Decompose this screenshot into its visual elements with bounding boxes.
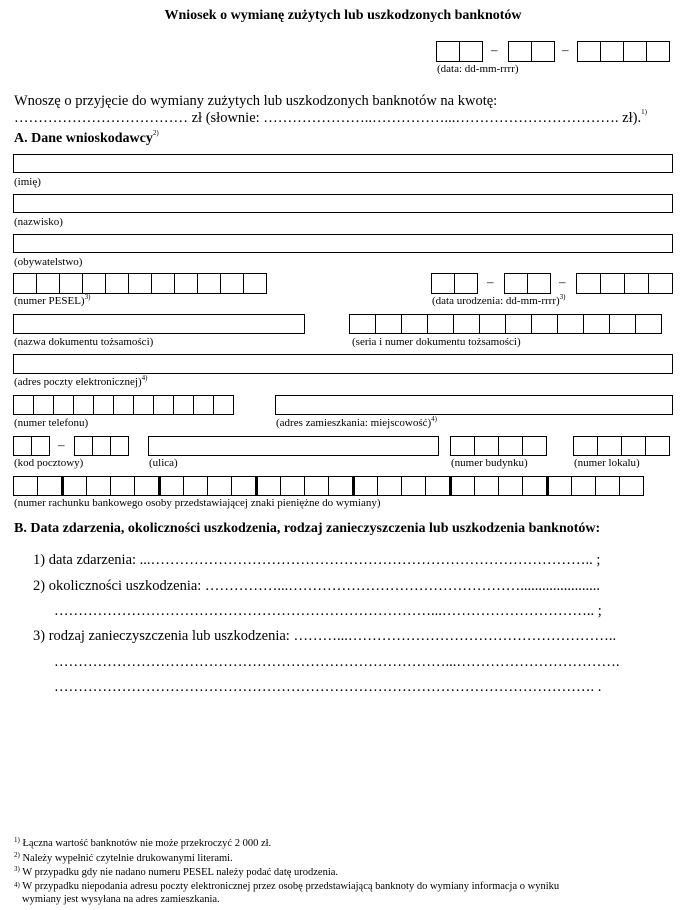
input-cell[interactable] — [459, 41, 483, 62]
apartment-number-label: (numer lokalu) — [574, 457, 640, 469]
input-cell[interactable] — [13, 395, 34, 415]
input-cell[interactable] — [173, 395, 194, 415]
input-cell[interactable] — [425, 476, 450, 496]
input-cell[interactable] — [557, 314, 584, 334]
city-label — [276, 417, 437, 429]
input-cell[interactable] — [474, 436, 499, 456]
input-cell[interactable] — [583, 314, 610, 334]
citizenship-field[interactable] — [13, 234, 673, 253]
birth-date-day[interactable] — [431, 273, 478, 294]
input-cell[interactable] — [153, 395, 174, 415]
input-cell[interactable] — [648, 273, 673, 294]
input-cell[interactable] — [600, 41, 624, 62]
contamination-type-continuation[interactable]: …………………………………………………………………………………………………. . — [54, 679, 602, 695]
footnote-4-continuation: wymiany jest wysyłana na adres zamieszkania. — [22, 894, 220, 905]
input-cell[interactable] — [479, 314, 506, 334]
last-name-label: (nazwisko) — [14, 216, 63, 228]
street-field[interactable] — [148, 436, 439, 456]
input-cell[interactable] — [328, 476, 353, 496]
input-cell[interactable] — [174, 273, 198, 294]
street-label: (ulica) — [149, 457, 178, 469]
input-cell[interactable] — [453, 314, 480, 334]
input-cell[interactable] — [207, 476, 232, 496]
input-cell[interactable] — [522, 436, 547, 456]
input-cell[interactable] — [474, 476, 499, 496]
footnote-marker: 1) — [14, 836, 20, 844]
input-cell[interactable] — [576, 273, 601, 294]
email-label-text: (adres poczty elektronicznej) — [14, 376, 142, 388]
input-cell[interactable] — [183, 476, 208, 496]
footnote-ref: 4) — [431, 415, 437, 423]
section-a-title: A. Dane wnioskodawcy — [14, 131, 153, 146]
input-cell[interactable] — [304, 476, 329, 496]
phone-field[interactable] — [13, 395, 234, 415]
input-cell[interactable] — [82, 273, 106, 294]
top-date-year[interactable] — [577, 41, 670, 62]
birth-date-label-text: (data urodzenia: dd-mm-rrrr) — [432, 295, 560, 307]
input-cell[interactable] — [600, 273, 625, 294]
postal-code-second[interactable] — [74, 436, 129, 456]
input-cell[interactable] — [377, 476, 402, 496]
input-cell[interactable] — [577, 41, 601, 62]
footnote-text: Łączna wartość banknotów nie może przekroczyć 2 000 zł. — [22, 838, 272, 849]
input-cell[interactable] — [597, 436, 622, 456]
input-cell[interactable] — [31, 436, 50, 456]
section-b-heading: B. Data zdarzenia, okoliczności uszkodzenia, rodzaj zanieczyszczenia lub uszkodzenia banknotów: — [14, 521, 601, 536]
input-cell[interactable] — [449, 476, 475, 496]
input-cell[interactable] — [595, 476, 620, 496]
footnote-text: W przypadku niepodania adresu poczty elektronicznej przez osobę przedstawiającą banknoty do wymiany informacja o wyniku — [22, 881, 560, 892]
first-name-label: (imię) — [14, 176, 41, 188]
last-name-field[interactable] — [13, 194, 673, 213]
postal-code-first[interactable] — [13, 436, 50, 456]
damage-circumstances-line[interactable]: 2) okoliczności uszkodzenia: ……………...…………………………………………...................... — [33, 578, 601, 594]
id-document-number-field[interactable] — [349, 314, 662, 334]
top-date-day[interactable] — [436, 41, 483, 62]
footnote-3 — [14, 867, 338, 878]
input-cell[interactable] — [454, 273, 478, 294]
input-cell[interactable] — [349, 314, 376, 334]
input-cell[interactable] — [573, 436, 598, 456]
event-date-line[interactable]: 1) data zdarzenia: ...……………………………………………………………………………….. ; — [33, 552, 601, 568]
input-cell[interactable] — [36, 273, 60, 294]
input-cell[interactable] — [105, 273, 129, 294]
building-number-label: (numer budynku) — [451, 457, 528, 469]
id-document-number-label: (seria i numer dokumentu tożsamości) — [352, 336, 521, 348]
first-name-field[interactable] — [13, 154, 673, 173]
input-cell[interactable] — [134, 476, 159, 496]
input-cell[interactable] — [213, 395, 234, 415]
id-document-name-label: (nazwa dokumentu tożsamości) — [14, 336, 154, 348]
pesel-field[interactable] — [13, 273, 267, 294]
date-separator: – — [559, 274, 566, 289]
input-cell[interactable] — [571, 476, 596, 496]
input-cell[interactable] — [220, 273, 244, 294]
input-cell[interactable] — [623, 41, 647, 62]
input-cell[interactable] — [498, 476, 523, 496]
postal-code-label: (kod pocztowy) — [14, 457, 84, 469]
email-label — [14, 376, 148, 388]
bank-account-field[interactable] — [13, 476, 644, 496]
footnote-ref: 4) — [141, 374, 148, 382]
contamination-type-continuation[interactable]: ………………………………………………………………………...……………………………. — [54, 654, 620, 670]
input-cell[interactable] — [231, 476, 256, 496]
input-cell[interactable] — [193, 395, 214, 415]
input-cell[interactable] — [93, 395, 114, 415]
intro-line-1: Wnoszę o przyjęcie do wymiany zużytych lub uszkodzonych banknotów na kwotę: — [14, 93, 498, 109]
input-cell[interactable] — [110, 436, 129, 456]
input-cell[interactable] — [110, 476, 135, 496]
input-cell[interactable] — [527, 273, 551, 294]
input-cell[interactable] — [13, 436, 32, 456]
input-cell[interactable] — [197, 273, 221, 294]
footnote-ref: 2) — [152, 129, 159, 137]
footnote-text: Należy wypełnić czytelnie drukowanymi literami. — [22, 853, 233, 864]
input-cell[interactable] — [255, 476, 281, 496]
input-cell[interactable] — [498, 436, 523, 456]
date-separator: – — [562, 42, 569, 57]
footnote-2 — [14, 853, 233, 864]
input-cell[interactable] — [646, 41, 670, 62]
amount-line: ……………………………… zł (słownie: …………………..……………...……………………………. zł). — [14, 110, 642, 126]
date-separator: – — [491, 42, 498, 57]
input-cell[interactable] — [151, 273, 175, 294]
pesel-label — [14, 295, 90, 307]
birth-date-month[interactable] — [504, 273, 551, 294]
footnote-marker: 4) — [14, 881, 20, 889]
input-cell[interactable] — [158, 476, 184, 496]
intro-line-2 — [14, 110, 647, 127]
input-cell[interactable] — [427, 314, 454, 334]
footnote-marker: 3) — [14, 865, 20, 873]
pesel-label-text: (numer PESEL) — [14, 295, 85, 307]
input-cell[interactable] — [113, 395, 134, 415]
input-cell[interactable] — [92, 436, 111, 456]
birth-date-label — [432, 295, 566, 307]
input-cell[interactable] — [546, 476, 572, 496]
input-cell[interactable] — [86, 476, 111, 496]
city-field[interactable] — [275, 395, 673, 415]
contamination-type-line[interactable]: 3) rodzaj zanieczyszczenia lub uszkodzenia: ………...……………………………………………….. — [33, 628, 617, 644]
footnote-1 — [14, 838, 271, 849]
birth-date-year[interactable] — [576, 273, 673, 294]
input-cell[interactable] — [621, 436, 646, 456]
building-number-field[interactable] — [450, 436, 547, 456]
top-date-month[interactable] — [508, 41, 555, 62]
input-cell[interactable] — [73, 395, 94, 415]
footnote-text: W przypadku gdy nie nadano numeru PESEL należy podać datę urodzenia. — [22, 867, 339, 878]
postal-separator: – — [58, 437, 65, 452]
input-cell[interactable] — [61, 476, 87, 496]
input-cell[interactable] — [508, 41, 532, 62]
input-cell[interactable] — [280, 476, 305, 496]
input-cell[interactable] — [243, 273, 267, 294]
input-cell[interactable] — [13, 273, 37, 294]
input-cell[interactable] — [531, 41, 555, 62]
input-cell[interactable] — [431, 273, 455, 294]
input-cell[interactable] — [450, 436, 475, 456]
input-cell[interactable] — [401, 314, 428, 334]
input-cell[interactable] — [522, 476, 547, 496]
footnote-ref: 3) — [84, 293, 91, 301]
id-document-name-field[interactable] — [13, 314, 305, 334]
input-cell[interactable] — [53, 395, 74, 415]
footnote-ref: 3) — [559, 293, 566, 301]
input-cell[interactable] — [33, 395, 54, 415]
footnote-marker: 2) — [14, 851, 20, 859]
input-cell[interactable] — [37, 476, 62, 496]
input-cell[interactable] — [505, 314, 532, 334]
input-cell[interactable] — [128, 273, 152, 294]
input-cell[interactable] — [13, 476, 38, 496]
input-cell[interactable] — [624, 273, 649, 294]
section-a-heading — [14, 131, 159, 147]
input-cell[interactable] — [619, 476, 644, 496]
input-cell[interactable] — [401, 476, 426, 496]
apartment-number-field[interactable] — [573, 436, 670, 456]
input-cell[interactable] — [504, 273, 528, 294]
citizenship-label: (obywatelstwo) — [14, 256, 83, 268]
damage-circumstances-continuation[interactable]: ……………………………………………………………………...………………………….. ; — [54, 603, 602, 619]
phone-label: (numer telefonu) — [14, 417, 89, 429]
footnote-4 — [14, 880, 674, 894]
email-field[interactable] — [13, 354, 673, 374]
input-cell[interactable] — [133, 395, 154, 415]
form-title: Wniosek o wymianę zużytych lub uszkodzonych banknotów — [164, 8, 522, 23]
input-cell[interactable] — [531, 314, 558, 334]
date-separator: – — [487, 274, 494, 289]
input-cell[interactable] — [645, 436, 670, 456]
input-cell[interactable] — [74, 436, 93, 456]
input-cell[interactable] — [375, 314, 402, 334]
footnote-ref: 1) — [641, 108, 647, 116]
input-cell[interactable] — [635, 314, 662, 334]
input-cell[interactable] — [609, 314, 636, 334]
date-hint: (data: dd-mm-rrrr) — [437, 63, 519, 75]
bank-account-label: (numer rachunku bankowego osoby przedstawiającej znaki pieniężne do wymiany) — [14, 497, 381, 509]
input-cell[interactable] — [352, 476, 378, 496]
city-label-text: (adres zamieszkania: miejscowość) — [276, 417, 432, 429]
input-cell[interactable] — [59, 273, 83, 294]
input-cell[interactable] — [436, 41, 460, 62]
